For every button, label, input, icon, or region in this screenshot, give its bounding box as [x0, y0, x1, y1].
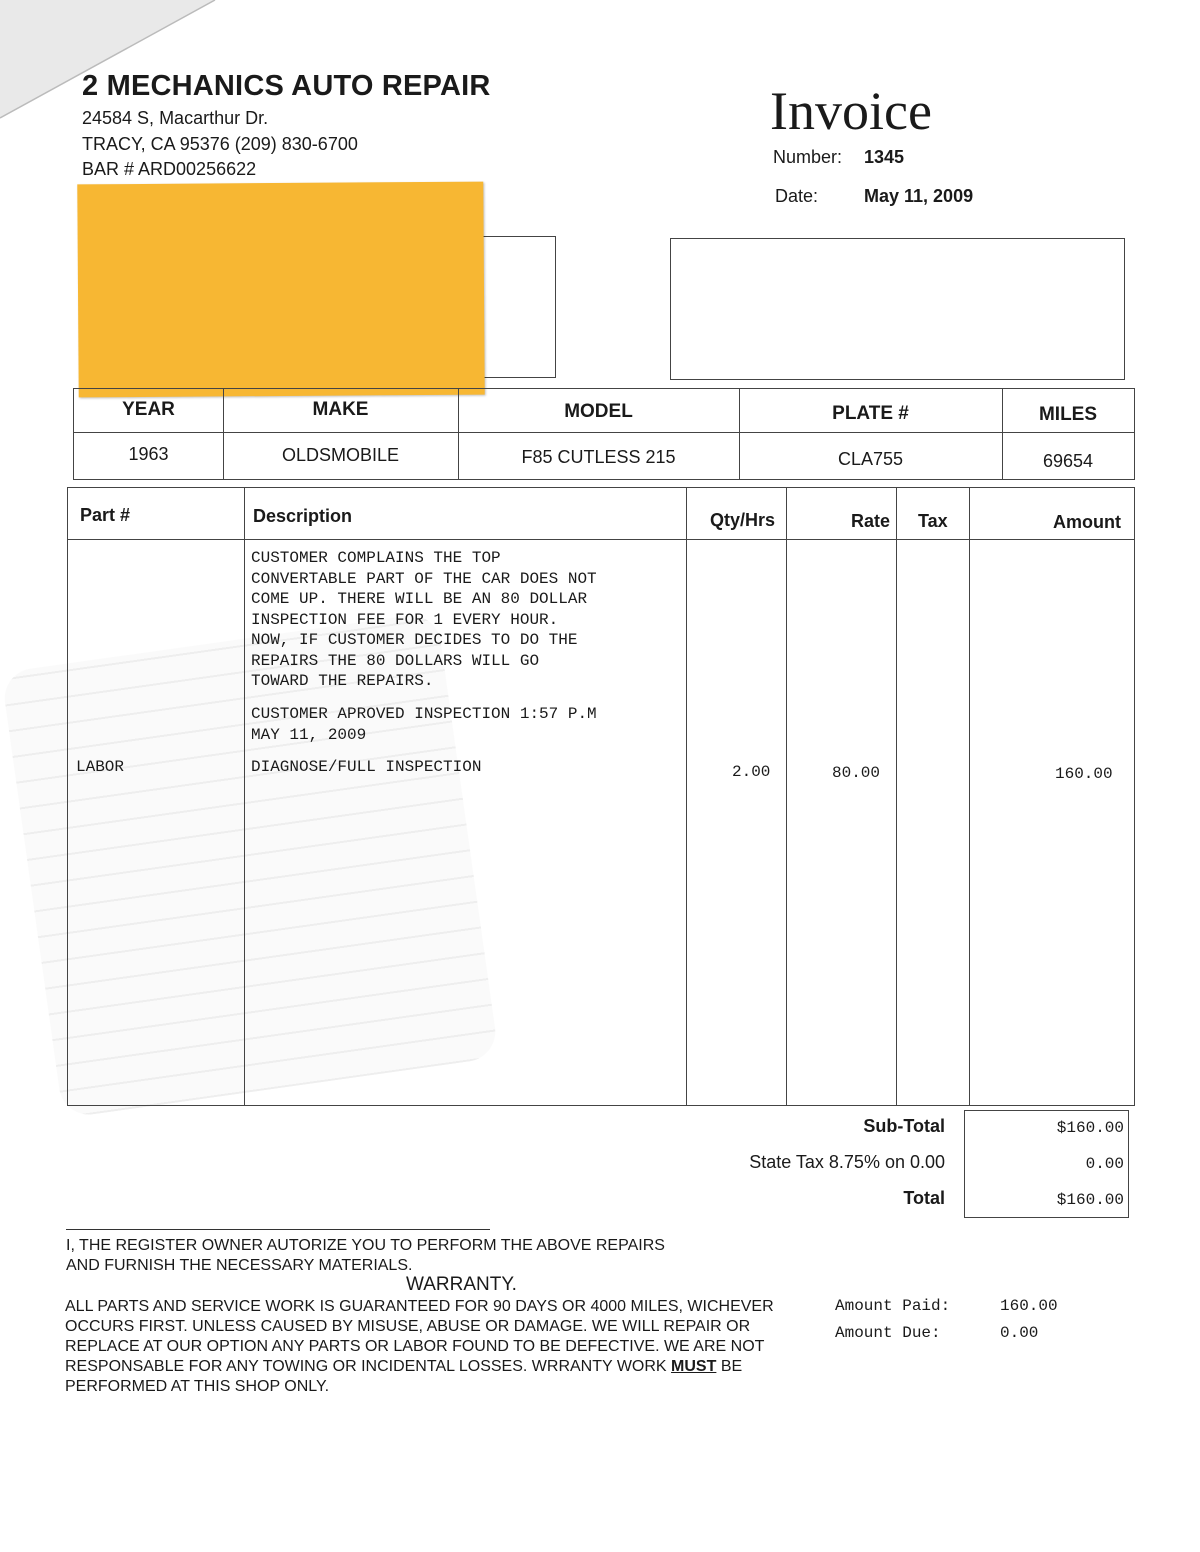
items-header-rate: Rate — [851, 511, 891, 531]
items-header-part: Part # — [80, 505, 131, 525]
line-amount: 160.00 — [1055, 765, 1113, 783]
invoice-number-label: Number: — [773, 147, 843, 167]
invoice-title: Invoice — [770, 81, 932, 141]
shop-bar-number: BAR # ARD00256622 — [82, 159, 257, 179]
amount-due-value: 0.00 — [1000, 1324, 1039, 1342]
vehicle-miles: 69654 — [1042, 451, 1094, 471]
vehicle-model: F85 CUTLESS 215 — [521, 447, 676, 467]
warranty-line-4 — [65, 1357, 742, 1377]
total-label: Total — [903, 1188, 945, 1208]
invoice-date-label: Date: — [775, 186, 819, 206]
items-header-tax: Tax — [918, 511, 948, 531]
authorization-text: I, THE REGISTER OWNER AUTORIZE YOU TO PERFORM THE ABOVE REPAIRS AND FURNISH THE NECESSARY MATERIALS. — [66, 1237, 665, 1274]
items-header-description: Description — [253, 506, 353, 526]
warranty-be: BE — [720, 1358, 743, 1375]
items-header-qty: Qty/Hrs — [710, 510, 776, 530]
vehicle-table — [73, 388, 1135, 480]
subtotal-value: $160.00 — [1056, 1119, 1124, 1137]
line-rate: 80.00 — [832, 764, 881, 782]
shop-city-phone: TRACY, CA 95376 (209) 830-6700 — [82, 134, 358, 154]
warranty-must: MUST — [671, 1358, 717, 1375]
warranty-title: WARRANTY. — [406, 1274, 517, 1295]
vehicle-header-year: YEAR — [122, 399, 175, 420]
amount-due-label: Amount Due: — [835, 1324, 941, 1342]
item-note-approval: CUSTOMER APROVED INSPECTION 1:57 P.M MAY 11, 2009 — [251, 705, 597, 744]
invoice-number: 1345 — [864, 147, 905, 167]
ship-to-box — [670, 238, 1125, 380]
invoice-date: May 11, 2009 — [864, 186, 974, 206]
line-items-table — [67, 487, 1135, 1106]
shop-name: 2 MECHANICS AUTO REPAIR — [82, 70, 491, 102]
totals-box — [964, 1110, 1129, 1218]
redaction-sticky-note — [77, 182, 484, 398]
vehicle-header-model: MODEL — [564, 401, 633, 422]
vehicle-header-plate: PLATE # — [832, 403, 909, 424]
subtotal-label: Sub-Total — [863, 1116, 945, 1136]
warranty-line-1: ALL PARTS AND SERVICE WORK IS GUARANTEED FOR 90 DAYS OR 4000 MILES, WICHEVER — [65, 1298, 774, 1315]
warranty-line-5: PERFORMED AT THIS SHOP ONLY. — [65, 1378, 330, 1395]
signature-line — [66, 1229, 490, 1230]
shop-address: 24584 S, Macarthur Dr. — [82, 108, 269, 128]
vehicle-make: OLDSMOBILE — [281, 445, 400, 465]
line-part: LABOR — [76, 758, 125, 776]
warranty-line-4-text: RESPONSABLE FOR ANY TOWING OR INCIDENTAL LOSSES. WRRANTY WORK — [65, 1358, 667, 1375]
line-description: DIAGNOSE/FULL INSPECTION — [251, 758, 482, 776]
vehicle-year: 1963 — [128, 444, 169, 464]
item-note-complaint: CUSTOMER COMPLAINS THE TOP CONVERTABLE PART OF THE CAR DOES NOT COME UP. THERE WILL BE AN 80 DOLLAR INSPECTION FEE FOR 1 EVERY HOUR. NOW, IF CUSTOMER DECIDES TO DO THE REPAIRS THE 80 DOLLARS WILL GO TOWARD THE REPAIRS. — [251, 549, 597, 690]
items-header-amount: Amount — [1053, 512, 1121, 532]
warranty-line-2: OCCURS FIRST. UNLESS CAUSED BY MISUSE, ABUSE OR DAMAGE. WE WILL REPAIR OR — [65, 1318, 751, 1335]
warranty-line-3: REPLACE AT OUR OPTION ANY PARTS OR LABOR FOUND TO BE DEFECTIVE. WE ARE NOT — [65, 1338, 765, 1355]
vehicle-header-make: MAKE — [312, 399, 369, 420]
state-tax-value: 0.00 — [1085, 1155, 1124, 1173]
line-qty: 2.00 — [732, 763, 771, 781]
vehicle-header-miles: MILES — [1038, 404, 1098, 425]
state-tax-label: State Tax 8.75% on 0.00 — [749, 1152, 945, 1172]
amount-paid-value: 160.00 — [1000, 1297, 1058, 1315]
total-value: $160.00 — [1056, 1191, 1124, 1209]
amount-paid-label: Amount Paid: — [835, 1297, 951, 1315]
vehicle-plate: CLA755 — [837, 449, 904, 469]
